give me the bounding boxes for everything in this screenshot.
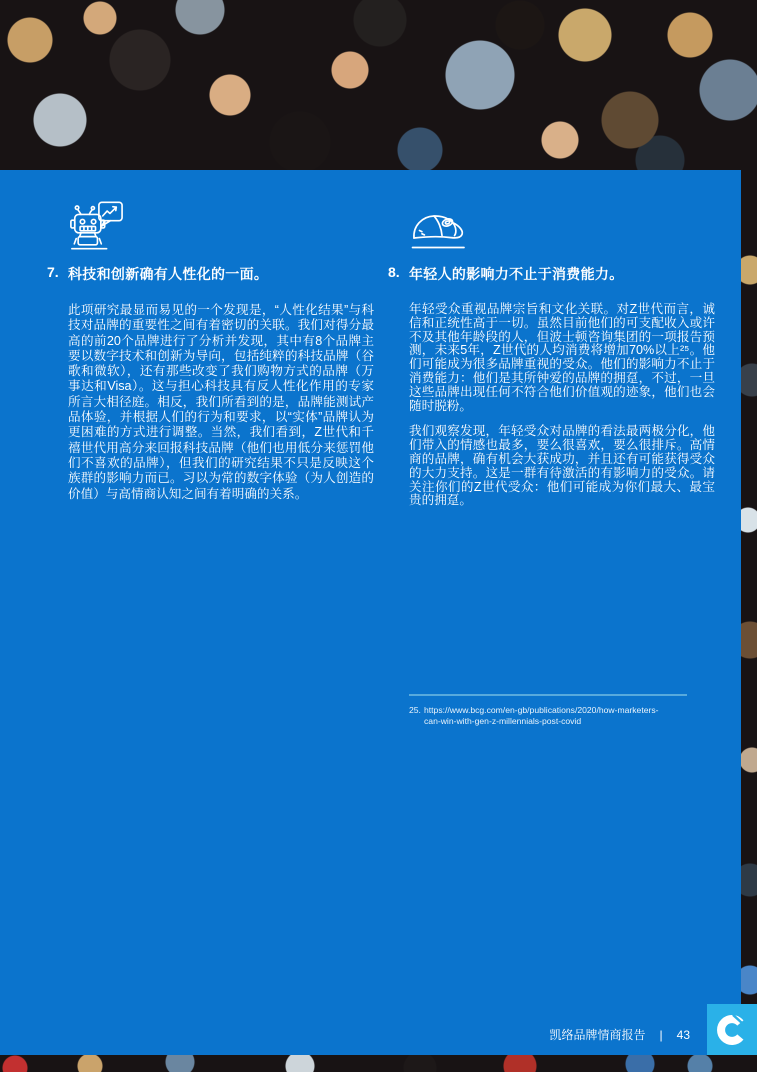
footnote-url-line1: https://www.bcg.com/en-gb/publications/2020/how-marketers-: [424, 705, 659, 715]
page-footer: [550, 1026, 691, 1043]
section-8-paragraph-1: 年轻受众重视品牌宗旨和文化关联。对Z世代而言，诚信和正统性高于一切。虽然目前他们的可支配收入或许不及其他年龄段的人，但波士顿咨询集团的一项报告预测，未来5年，Z世代的人均消费将增加70%以上²⁵。他们可能成为很多品牌重视的受众。他们的影响力不止于消费能力：他们是其所钟爱的品牌的拥趸，不过，一旦这些品牌出现任何不符合他们价值观的迹象，他们也会随时脱粉。: [409, 302, 715, 413]
carat-c-icon: [713, 1011, 751, 1049]
baseball-cap-icon: [409, 209, 467, 251]
page-number: 43: [676, 1027, 690, 1042]
content-panel: [0, 170, 741, 1055]
footnote-25: [409, 705, 687, 727]
footer-separator: |: [659, 1027, 663, 1042]
section-8-number: 8.: [388, 264, 400, 280]
section-7-title: 科技和创新确有人性化的一面。: [68, 266, 269, 282]
section-8-title: 年轻人的影响力不止于消费能力。: [409, 266, 624, 282]
section-7-body: 此项研究最显而易见的一个发现是，“人性化结果”与科技对品牌的重要性之间有着密切的关联。我们对得分最高的前20个品牌进行了分析并发现，其中有8个品牌主要以数字技术和创新为导向，包括纯粹的科技品牌（谷歌和微软），还有那些改变了我们购物方式的品牌（万事达和Visa）。这与担心科技具有反人性化作用的专家所言大相径庭。相反，我们所看到的是，品牌能测试产品体验，并根据人们的行为和要求，以“实体”品牌认为更困难的方式进行调整。当然，我们看到，Z世代和千禧世代用高分来回报科技品牌（他们也用低分来惩罚他们不喜欢的品牌），但我们的研究结果不只是反映这个族群的影响力而已。习以为常的数字体验（为人创造的价值）与高情商认知之间有着明确的关系。: [68, 303, 374, 501]
report-title: 凯络品牌情商报告: [549, 1028, 646, 1042]
section-7-number: 7.: [47, 264, 59, 280]
footnote-number: 25.: [409, 705, 421, 715]
section-8-body: [409, 303, 715, 520]
footnote-divider: [409, 694, 687, 696]
footnote-url-line2: can-win-with-gen-z-millennials-post-covid: [424, 716, 582, 726]
footnote-url: [424, 705, 659, 727]
robot-chart-icon: [68, 200, 124, 252]
section-8-paragraph-2: 我们观察发现，年轻受众对品牌的看法最两极分化，他们带入的情感也最多，要么很喜欢，要么很排斥。高情商的品牌，确有机会大获成功，并且还有可能获得受众的大力支持。这是一群有待激活的有影响力的受众。请关注你们的Z世代受众：他们可能成为你们最大、最宝贵的拥趸。: [409, 424, 715, 508]
carat-logo: [707, 1004, 757, 1055]
section-7-heading: [47, 264, 374, 284]
section-8-heading: [388, 264, 715, 284]
